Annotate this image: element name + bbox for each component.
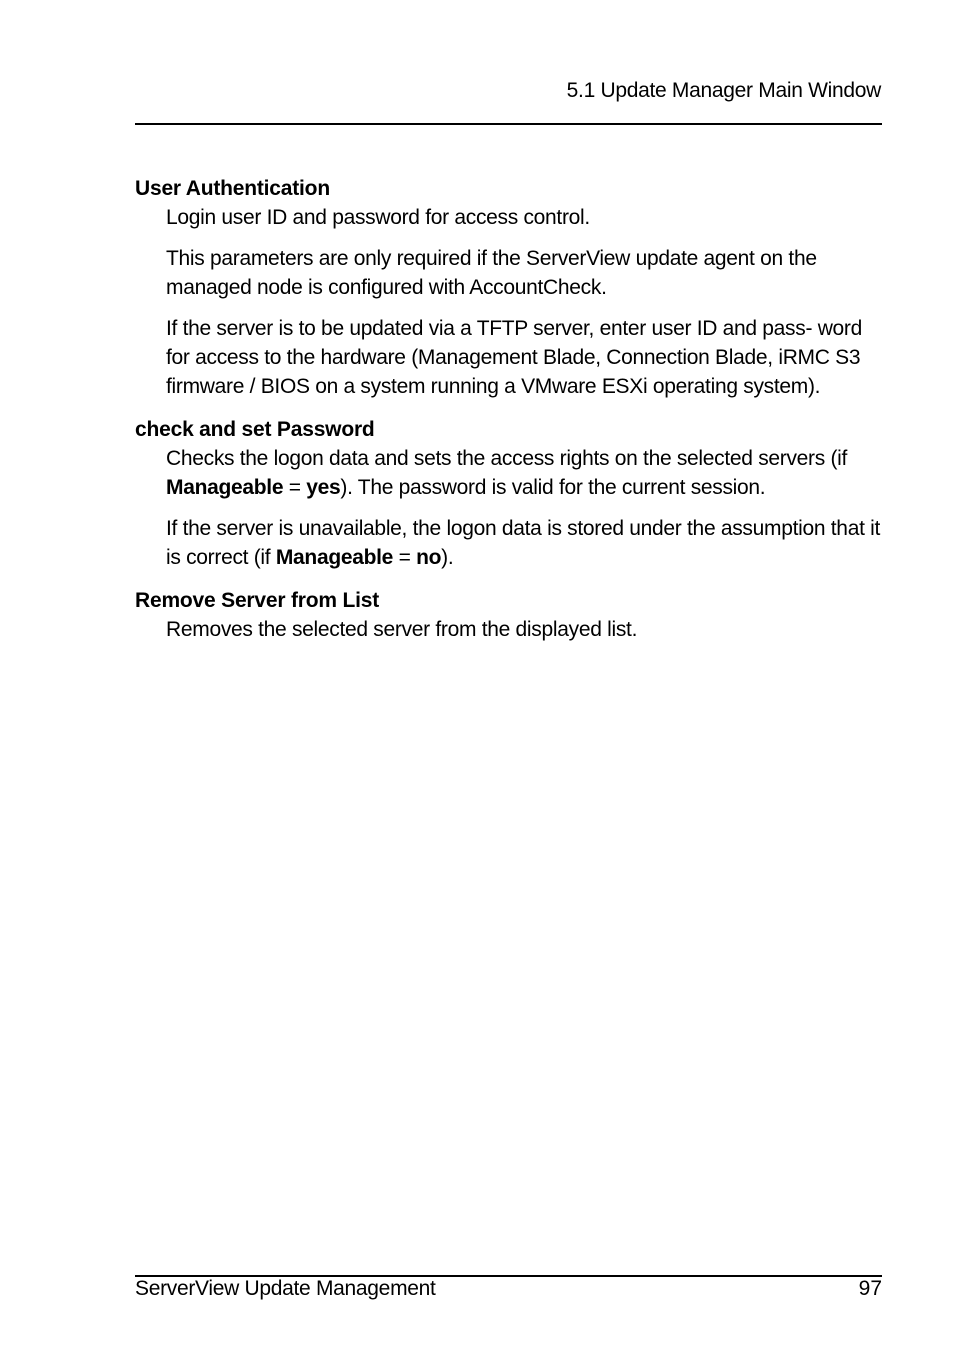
paragraph: This parameters are only required if the ServerView update agent on the managed node is configured with AccountCheck. [166, 247, 817, 299]
bold-value: yes [306, 476, 341, 499]
running-header: 5.1 Update Manager Main Window [566, 79, 881, 102]
text-run: If the server is unavailable, the logon data is stored under the assumption that it is correct (if [166, 517, 881, 569]
text-run: ). The password is valid for the current session. [340, 476, 766, 499]
text-run: ). [441, 546, 454, 569]
bold-value: no [416, 546, 442, 569]
text-run: = [393, 546, 417, 569]
bold-term: Manageable [275, 546, 394, 569]
text-run: Checks the logon data and sets the access rights on the selected servers (if [166, 447, 848, 470]
paragraph: If the server is to be updated via a TFTP server, enter user ID and pass- word for access to the hardware (Management Blade, Connection Blade, iRMC S3 firmware / BIOS on a system running a VMware ESXi operating system). [166, 317, 863, 398]
bold-term: Manageable [166, 476, 284, 499]
paragraph [166, 444, 885, 502]
term-heading: User Authentication [135, 177, 330, 200]
term-description [166, 615, 885, 644]
footer-document-title: ServerView Update Management [135, 1277, 436, 1300]
section-check-and-set-password [135, 415, 885, 572]
term-heading: check and set Password [135, 418, 375, 441]
header-divider [135, 123, 882, 125]
page-number: 97 [858, 1277, 882, 1300]
paragraph [166, 514, 885, 572]
section-remove-server-from-list [135, 586, 885, 644]
text-run: = [283, 476, 307, 499]
term-heading: Remove Server from List [135, 589, 379, 612]
paragraph: Removes the selected server from the displayed list. [166, 618, 638, 641]
page-body [135, 174, 885, 658]
term-description [166, 444, 885, 572]
section-user-authentication [135, 174, 885, 401]
term-description [166, 203, 885, 401]
paragraph: Login user ID and password for access control. [166, 206, 590, 229]
